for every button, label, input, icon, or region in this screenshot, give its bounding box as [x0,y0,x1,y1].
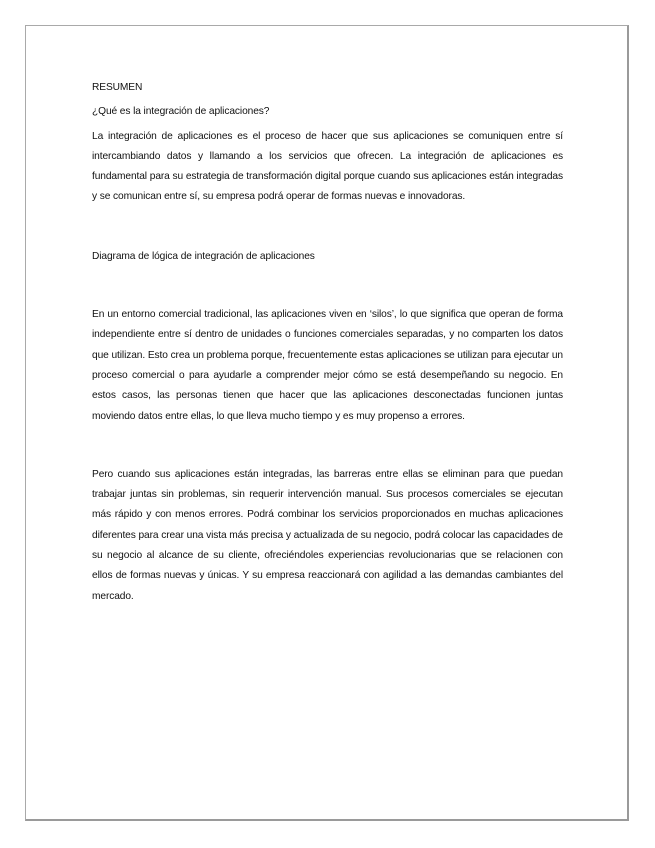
document-heading: RESUMEN [92,82,143,93]
diagram-title: Diagrama de lógica de integración de aplicaciones [92,250,315,262]
document-body [92,78,563,607]
paragraph-benefits: Pero cuando sus aplicaciones están integradas, las barreras entre ellas se eliminan para que puedan trabajar juntas sin problemas, sin requerir intervención manual. Sus procesos comerciales se ejecutan más rápido y con menos errores. Podrá combinar los servicios proporcionados en muchas aplicaciones diferentes para crear una vista más precisa y actualizada de su negocio, podrá colocar las capacidades de su negocio al alcance de su cliente, ofreciéndoles experiencias revolucionarias que se relacionen con ellos de formas nuevas y únicas. Y su empresa reaccionará con agilidad a las demandas cambiantes del mercado. [92,468,563,602]
document-page [25,25,629,821]
section-question: ¿Qué es la integración de aplicaciones? [92,106,270,118]
paragraph-silos: En un entorno comercial tradicional, las aplicaciones viven en ‘silos’, lo que significa que operan de forma independiente entre sí dentro de unidades o funciones comerciales separadas, y no comparten los datos que utilizan. Esto crea un problema porque, frecuentemente estas aplicaciones se utilizan para ejecutar un proceso comercial o para ayudarle a comprender mejor cómo se está desempeñando su negocio. En estos casos, las personas tienen que hacer que las aplicaciones desconectadas funcionen juntas moviendo datos entre ellas, lo que lleva mucho tiempo y es muy propenso a errores. [92,309,563,422]
paragraph-definition: La integración de aplicaciones es el proceso de hacer que sus aplicaciones se comuniquen entre sí intercambiando datos y llamando a los servicios que ofrecen. La integración de aplicaciones es fundamental para su estrategia de transformación digital porque cuando sus aplicaciones están integradas y se comunican entre sí, su empresa podrá operar de formas nuevas e innovadoras. [92,130,563,203]
